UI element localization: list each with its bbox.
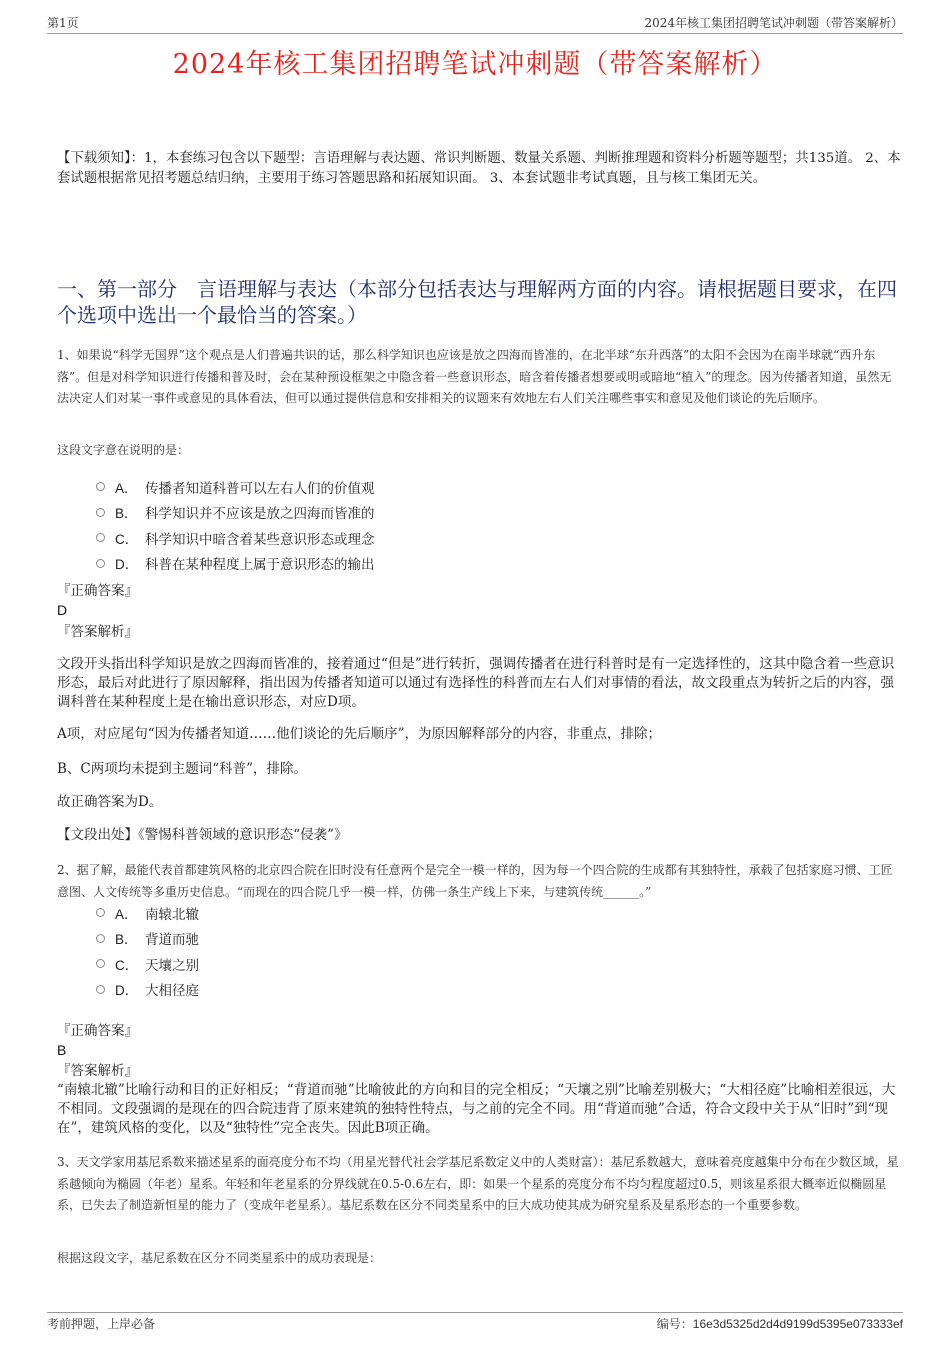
- option-text: 传播者知道科普可以左右人们的价值观: [145, 480, 375, 497]
- option-text: 大相径庭: [145, 983, 199, 1000]
- option-d[interactable]: [96, 977, 199, 1003]
- radio-icon[interactable]: [96, 908, 105, 917]
- radio-icon[interactable]: [96, 533, 105, 542]
- option-b[interactable]: [96, 926, 199, 952]
- question-1-analysis-p1: 文段开头指出科学知识是放之四海而皆准的，接着通过“但是”进行转折，强调传播者在进行科普时是有一定选择性的，这其中隐含着一些意识形态，最后对此进行了原因解释，指出因为传播者知道可以通过有选择性的科普而左右人们对事情的看法，故文段重点为转折之后的内容，强调科普在某种程度上是在输出意识形态，对应D项。: [57, 656, 895, 710]
- question-1-answer-label: 『正确答案』: [57, 583, 138, 599]
- question-2-analysis-label: 『答案解析』: [57, 1063, 138, 1079]
- page-header: [47, 14, 903, 34]
- question-2-analysis: “南辕北辙”比喻行动和目的正好相反；“背道而驰”比喻彼此的方向和目的完全相反；“天壤之别”比喻差别极大；“大相径庭”比喻相差很远，大不相同。文段强调的是现在的四合院违背了原来建筑的独特性特点，与之前的完全不同。用“背道而驰”合适，符合文段中关于从“旧时”到“现在”，建筑风格的变化，以及“独特性”完全丧失。因此B项正确。: [57, 1082, 896, 1136]
- option-a[interactable]: [96, 474, 375, 500]
- option-c[interactable]: [96, 951, 199, 977]
- question-2-stem: 2、据了解，最能代表首都建筑风格的北京四合院在旧时没有任意两个是完全一模一样的，因为每一个四合院的生成都有其独特性，承载了包括家庭习惯、工匠意图、人文传统等多重历史信息。“而现在的四合院几乎一模一样，仿佛一条生产线上下来，与建筑传统______。”: [57, 863, 893, 899]
- option-d[interactable]: [96, 551, 375, 577]
- option-letter: D．: [115, 983, 139, 999]
- question-1-analysis-p4: 故正确答案为D。: [57, 794, 163, 810]
- question-2-options: [96, 900, 199, 1002]
- download-notice: 【下载须知】：1，本套练习包含以下题型：言语理解与表达题、常识判断题、数量关系题、判断推理题和资料分析题等题型；共135道。 2、本套试题根据常见招考题总结归纳，主要用于练习答题思路和拓展知识面。 3、本套试题非考试真题，且与核工集团无关。: [57, 151, 901, 186]
- question-3-prompt: 根据这段文字，基尼系数在区分不同类星系中的成功表现是：: [57, 1251, 382, 1265]
- radio-icon[interactable]: [96, 934, 105, 943]
- footer-code-label: 编号：: [656, 1317, 693, 1331]
- question-1-analysis-p2: A项，对应尾句“因为传播者知道……他们谈论的先后顺序”，为原因解释部分的内容，非重点，排除；: [57, 726, 662, 742]
- page-number: 第1页: [47, 16, 79, 30]
- option-text: 科普在某种程度上属于意识形态的输出: [145, 557, 375, 574]
- question-1-stem: 1、如果说“科学无国界”这个观点是人们普遍共识的话，那么科学知识也应该是放之四海而皆准的，在北半球“东升西落”的太阳不会因为在南半球就“西升东落”。但是对科学知识进行传播和普及时，会在某种预设框架之中隐含着一些意识形态，暗含着传播者想要或明或暗地“植入”的理念。因为传播者知道，虽然无法决定人们对某一事件或意见的具体看法，但可以通过提供信息和安排相关的议题来有效地左右人们关注哪些事实和意见及他们谈论的先后顺序。: [57, 348, 892, 405]
- option-text: 科学知识中暗含着某些意识形态或理念: [145, 531, 375, 548]
- option-c[interactable]: [96, 525, 375, 551]
- footer-slogan: 考前押题，上岸必备: [47, 1317, 156, 1331]
- option-b[interactable]: [96, 500, 375, 526]
- option-letter: C．: [115, 531, 139, 547]
- option-letter: A．: [115, 480, 138, 496]
- option-letter: A．: [115, 906, 138, 922]
- option-text: 科学知识并不应该是放之四海而皆准的: [145, 506, 375, 523]
- option-text: 南辕北辙: [145, 906, 199, 923]
- question-1-analysis-label: 『答案解析』: [57, 624, 138, 640]
- option-text: 背道而驰: [145, 932, 199, 949]
- footer-code: 16e3d5325d2d4d9199d5395e073333ef: [692, 1317, 903, 1331]
- option-text: 天壤之别: [145, 957, 199, 974]
- radio-icon[interactable]: [96, 482, 105, 491]
- header-doc-name: 2024年核工集团招聘笔试冲刺题（带答案解析）: [644, 16, 903, 30]
- footer-code-wrap: [657, 1315, 903, 1332]
- option-a[interactable]: [96, 900, 199, 926]
- question-1-source: 【文段出处】《警惕科普领域的意识形态“侵袭”》: [57, 827, 348, 843]
- option-letter: C．: [115, 957, 139, 973]
- question-1-answer: D: [57, 602, 68, 618]
- radio-icon[interactable]: [96, 508, 105, 517]
- document-title: 2024年核工集团招聘笔试冲刺题（带答案解析）: [172, 49, 778, 80]
- radio-icon[interactable]: [96, 985, 105, 994]
- question-3-stem: 3、天文学家用基尼系数来描述星系的面亮度分布不均（用星光替代社会学基尼系数定义中的人类财富）：基尼系数越大，意味着亮度越集中分布在少数区域，星系越倾向为椭圆（年老）星系。年轻和年老星系的分界线就在0.5-0.6左右，即：如果一个星系的亮度分布不均匀程度超过0.5，则该星系很大概率近似椭圆星系，已失去了制造新恒星的能力了（变成年老星系）。基尼系数在区分不同类星系中的巨大成功使其成为研究星系及星系形态的一个重要参数。: [57, 1155, 899, 1212]
- option-letter: B．: [115, 506, 138, 522]
- question-1-prompt: 这段文字意在说明的是：: [57, 443, 190, 457]
- radio-icon[interactable]: [96, 959, 105, 968]
- option-letter: D．: [115, 557, 139, 573]
- question-2-answer: B: [57, 1042, 67, 1058]
- page-footer: [47, 1312, 903, 1332]
- section-heading: 一、第一部分 言语理解与表达（本部分包括表达与理解两方面的内容。请根据题目要求，在四个选项中选出一个最恰当的答案。）: [57, 277, 897, 327]
- option-letter: B．: [115, 932, 138, 948]
- radio-icon[interactable]: [96, 559, 105, 568]
- question-2-answer-label: 『正确答案』: [57, 1023, 138, 1039]
- question-1-analysis-p3: B、C两项均未提到主题词“科普”，排除。: [57, 761, 308, 777]
- question-1-options: [96, 474, 375, 576]
